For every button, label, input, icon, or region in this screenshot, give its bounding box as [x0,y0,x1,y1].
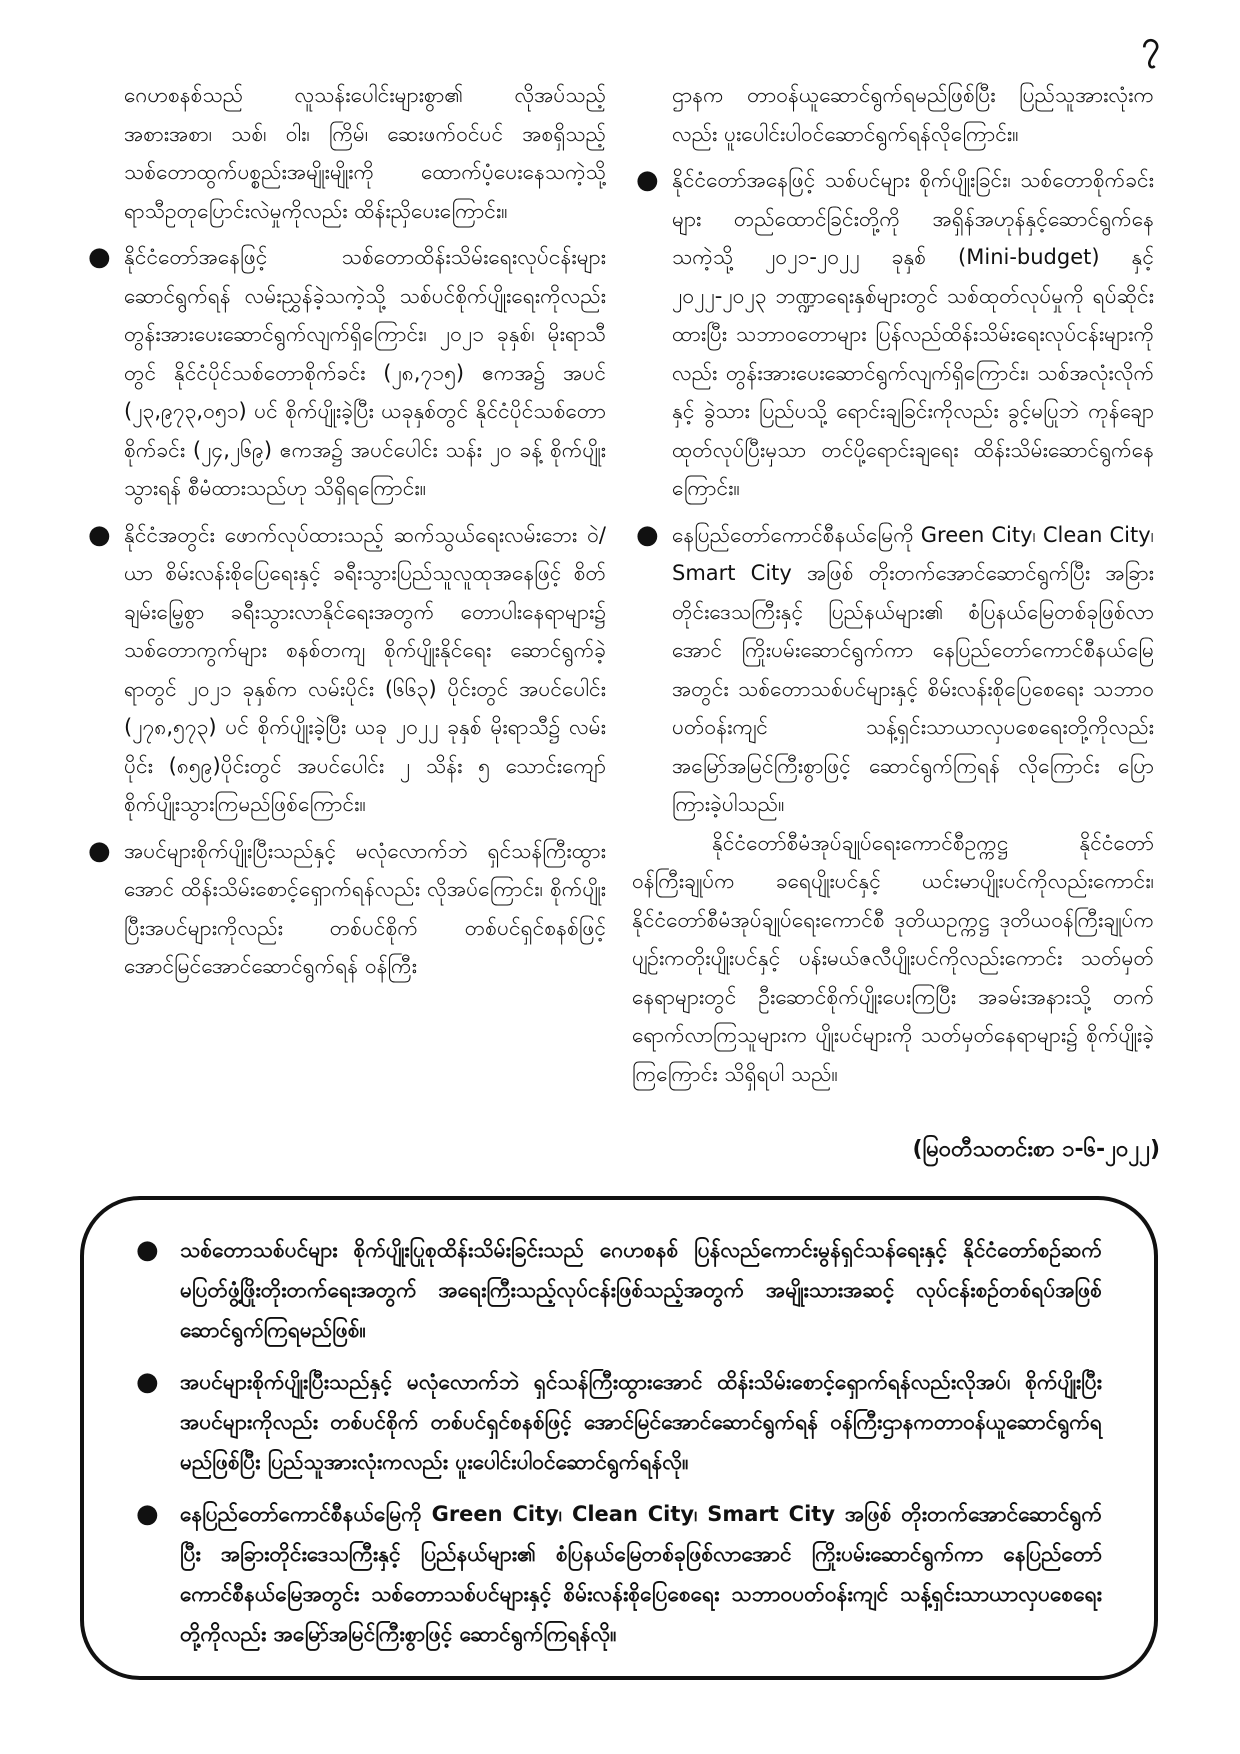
bullet-icon: ● [88,242,111,272]
summary-item-text: နေပြည်တော်ကောင်စီနယ်မြေကို Green City၊ Clean City၊ Smart City အဖြစ် တိုးတက်အောင်ဆောင်ရွက်ပြီး အခြားတိုင်းဒေသကြီးနှင့် ပြည်နယ်များ၏ စံပြနယ်မြေတစ်ခုဖြစ်လာအောင် ကြိုးပမ်းဆောင်ရွက်ကာ နေပြည်တော်ကောင်စီနယ်မြေအတွင်း သစ်တောသစ်ပင်များနှင့် စိမ်းလန်းစိုပြေစေရေး သဘာဝပတ်ဝန်းကျင် သန့်ရှင်းသာယာလှပစေရေးတို့ကိုလည်း အမြော်အမြင်ကြီးစွာဖြင့် ဆောင်ရွက်ကြရန်လို။ [180,1502,1102,1646]
bullet-icon: ● [136,1499,159,1529]
list-item [632,161,1154,508]
closing-paragraph: နိုင်ငံတော်စီမံအုပ်ချုပ်ရေးကောင်စီဥက္ကဋ္ဌ နိုင်ငံတော်ဝန်ကြီးချုပ်က ခရေပျိုးပင်နှင့် ယင်းမာပျိုးပင်ကိုလည်းကောင်း၊ နိုင်ငံတော်စီမံအုပ်ချုပ်ရေးကောင်စီ ဒုတိယဥက္ကဋ္ဌ ဒုတိယဝန်ကြီးချုပ်က ပျဉ်းကတိုးပျိုးပင်နှင့် ပန်းမယ်ဇလီပျိုးပင်ကိုလည်းကောင်း သတ်မှတ်နေရာများတွင် ဦးဆောင်စိုက်ပျိုးပေးကြပြီး အခမ်းအနားသို့ တက်ရောက်လာကြသူများက ပျိုးပင်များကို သတ်မှတ်နေရာများ၌ စိုက်ပျိုးခဲ့ကြကြောင်း သိရှိရပါ သည်။ [632,830,1154,1086]
bullet-icon: ● [636,165,659,195]
summary-item-text: သစ်တောသစ်ပင်များ စိုက်ပျိုးပြုစုထိန်းသိမ်းခြင်းသည် ဂေဟစနစ် ပြန်လည်ကောင်းမွန်ရှင်သန်ရေးနှင့် နိုင်ငံတော်စဉ်ဆက်မပြတ်ဖွံ့ဖြိုးတိုးတက်ရေးအတွက် အရေးကြီးသည့်လုပ်ငန်းဖြစ်သည့်အတွက် အမျိုးသားအဆင့် လုပ်ငန်းစဉ်တစ်ရပ်အဖြစ် ဆောင်ရွက်ကြရမည်ဖြစ်။ [180,1238,1102,1342]
article-body [84,76,1154,1126]
summary-item [134,1230,1102,1350]
summary-item [134,1362,1102,1482]
left-bullet-list [84,238,606,986]
list-item [632,516,1154,824]
page-number: ၇ [1142,24,1160,62]
source-citation: (မြဝတီသတင်းစာ ၁-၆-၂၀၂၂) [912,1137,1160,1162]
bullet-icon: ● [136,1235,159,1265]
summary-box [80,1196,1158,1680]
bullet-icon: ● [136,1367,159,1397]
right-bullet-list [632,161,1154,824]
list-item-text: အပင်များစိုက်ပျိုးပြီးသည်နှင့် မလုံလောက်ဘဲ ရှင်သန်ကြီးထွားအောင် ထိန်းသိမ်းစောင့်ရှောက်ရန်လည်း လိုအပ်ကြောင်း၊ စိုက်ပျိုးပြီးအပင်များကိုလည်း တစ်ပင်စိုက် တစ်ပင်ရှင်စနစ်ဖြင့် အောင်မြင်အောင်ဆောင်ရွက်ရန် ဝန်ကြီး [124,838,606,978]
summary-item-text: အပင်များစိုက်ပျိုးပြီးသည်နှင့် မလုံလောက်ဘဲ ရှင်သန်ကြီးထွားအောင် ထိန်းသိမ်းစောင့်ရှောက်ရန်လည်းလိုအပ်၊ စိုက်ပျိုးပြီးအပင်များကိုလည်း တစ်ပင်စိုက် တစ်ပင်ရှင်စနစ်ဖြင့် အောင်မြင်အောင်ဆောင်ရွက်ရန် ဝန်ကြီးဌာနကတာဝန်ယူဆောင်ရွက်ရမည်ဖြစ်ပြီး ပြည်သူအားလုံးကလည်း ပူးပေါင်းပါဝင်ဆောင်ရွက်ရန်လို။ [180,1370,1102,1474]
summary-item [134,1494,1102,1654]
bullet-icon: ● [88,835,111,866]
bullet-icon: ● [88,519,111,550]
list-item [84,832,606,986]
list-item [84,238,606,508]
list-item [84,516,606,824]
list-item-text: နိုင်ငံတော်အနေဖြင့် သစ်ပင်များ စိုက်ပျိုးခြင်း၊ သစ်တောစိုက်ခင်းများ တည်ထောင်ခြင်းတို့ကို အရှိန်အဟုန်နှင့်ဆောင်ရွက်နေသကဲ့သို့ ၂၀၂၁-၂၀၂၂ ခုနှစ် (Mini-budget) နှင့် ၂၀၂၂-၂၀၂၃ ဘဏ္ဍာရေးနှစ်များတွင် သစ်ထုတ်လုပ်မှုကို ရပ်ဆိုင်းထားပြီး သဘာဝတောများ ပြန်လည်ထိန်းသိမ်းရေးလုပ်ငန်းများကိုလည်း တွန်းအားပေးဆောင်ရွက်လျက်ရှိကြောင်း၊ သစ်အလုံးလိုက်နှင့် ခွဲသား ပြည်ပသို့ ရောင်းချခြင်းကိုလည်း ခွင့်မပြုဘဲ ကုန်ချောထုတ်လုပ်ပြီးမှသာ တင်ပို့ရောင်းချရေး ထိန်းသိမ်းဆောင်ရွက်နေကြောင်း။ [672,168,1154,500]
list-item-text: နိုင်ငံအတွင်း ဖောက်လုပ်ထားသည့် ဆက်သွယ်ရေးလမ်းဘေး ဝဲ/ယာ စိမ်းလန်းစိုပြေရေးနှင့် ခရီးသွားပြည်သူလူထုအနေဖြင့် စိတ်ချမ်းမြေ့စွာ ခရီးသွားလာနိုင်ရေးအတွက် တောပါးနေရာများ၌ သစ်တောကွက်များ စနစ်တကျ စိုက်ပျိုးနိုင်ရေး ဆောင်ရွက်ခဲ့ရာတွင် ၂၀၂၁ ခုနှစ်က လမ်းပိုင်း (၆၆၃) ပိုင်းတွင် အပင်ပေါင်း (၂၇၈,၅၇၃) ပင် စိုက်ပျိုးခဲ့ပြီး ယခု ၂၀၂၂ ခုနှစ် မိုးရာသီ၌ လမ်းပိုင်း (၈၅၉)ပိုင်းတွင် အပင်ပေါင်း ၂ သိန်း ၅ သောင်းကျော် စိုက်ပျိုးသွားကြမည်ဖြစ်ကြောင်း။ [124,522,606,816]
left-column [84,76,606,1126]
right-column [632,76,1154,1126]
summary-list [134,1230,1102,1654]
intro-paragraph: ဂေဟစနစ်သည် လူသန်းပေါင်းများစွာ၏ လိုအပ်သည့် အစားအစာ၊ သစ်၊ ဝါး၊ ကြိမ်၊ ဆေးဖက်ဝင်ပင် အစရှိသည့် သစ်တောထွက်ပစ္စည်းအမျိုးမျိုးကို ထောက်ပံ့ပေးနေသကဲ့သို့ ရာသီဥတုပြောင်းလဲမှုကိုလည်း ထိန်းညှိပေးကြောင်း။ [124,83,606,223]
continuation-paragraph: ဌာနက တာဝန်ယူဆောင်ရွက်ရမည်ဖြစ်ပြီး ပြည်သူအားလုံးကလည်း ပူးပေါင်းပါဝင်ဆောင်ရွက်ရန်လိုကြောင်း။ [672,83,1154,146]
bullet-icon: ● [636,519,659,550]
list-item-text: နေပြည်တော်ကောင်စီနယ်မြေကို Green City၊ Clean City၊ Smart City အဖြစ် တိုးတက်အောင်ဆောင်ရွက်ပြီး အခြားတိုင်းဒေသကြီးနှင့် ပြည်နယ်များ၏ စံပြနယ်မြေတစ်ခုဖြစ်လာအောင် ကြိုးပမ်းဆောင်ရွက်ကာ နေပြည်တော်ကောင်စီနယ်မြေအတွင်း သစ်တောသစ်ပင်များနှင့် စိမ်းလန်းစိုပြေစေရေး သဘာဝပတ်ဝန်းကျင် သန့်ရှင်းသာယာလှပစေရေးတို့ကိုလည်း အမြော်အမြင်ကြီးစွာဖြင့် ဆောင်ရွက်ကြရန် လိုကြောင်း ပြောကြားခဲ့ပါသည်။ [672,522,1154,816]
list-item-text: နိုင်ငံတော်အနေဖြင့် သစ်တောထိန်းသိမ်းရေးလုပ်ငန်းများ ဆောင်ရွက်ရန် လမ်းညွှန်ခဲ့သကဲ့သို့ သစ်ပင်စိုက်ပျိုးရေးကိုလည်း တွန်းအားပေးဆောင်ရွက်လျက်ရှိကြောင်း၊ ၂၀၂၁ ခုနှစ်၊ မိုးရာသီတွင် နိုင်ငံပိုင်သစ်တောစိုက်ခင်း (၂၈,၇၁၅) ဧကအ၌ အပင် (၂၃,၉၇၃,၀၅၁) ပင် စိုက်ပျိုးခဲ့ပြီး ယခုနှစ်တွင် နိုင်ငံပိုင်သစ်တောစိုက်ခင်း (၂၄,၂၆၉) ဧကအ၌ အပင်ပေါင်း သန်း ၂၀ ခန့် စိုက်ပျိုးသွားရန် စီမံထားသည်ဟု သိရှိရကြောင်း။ [124,245,606,500]
